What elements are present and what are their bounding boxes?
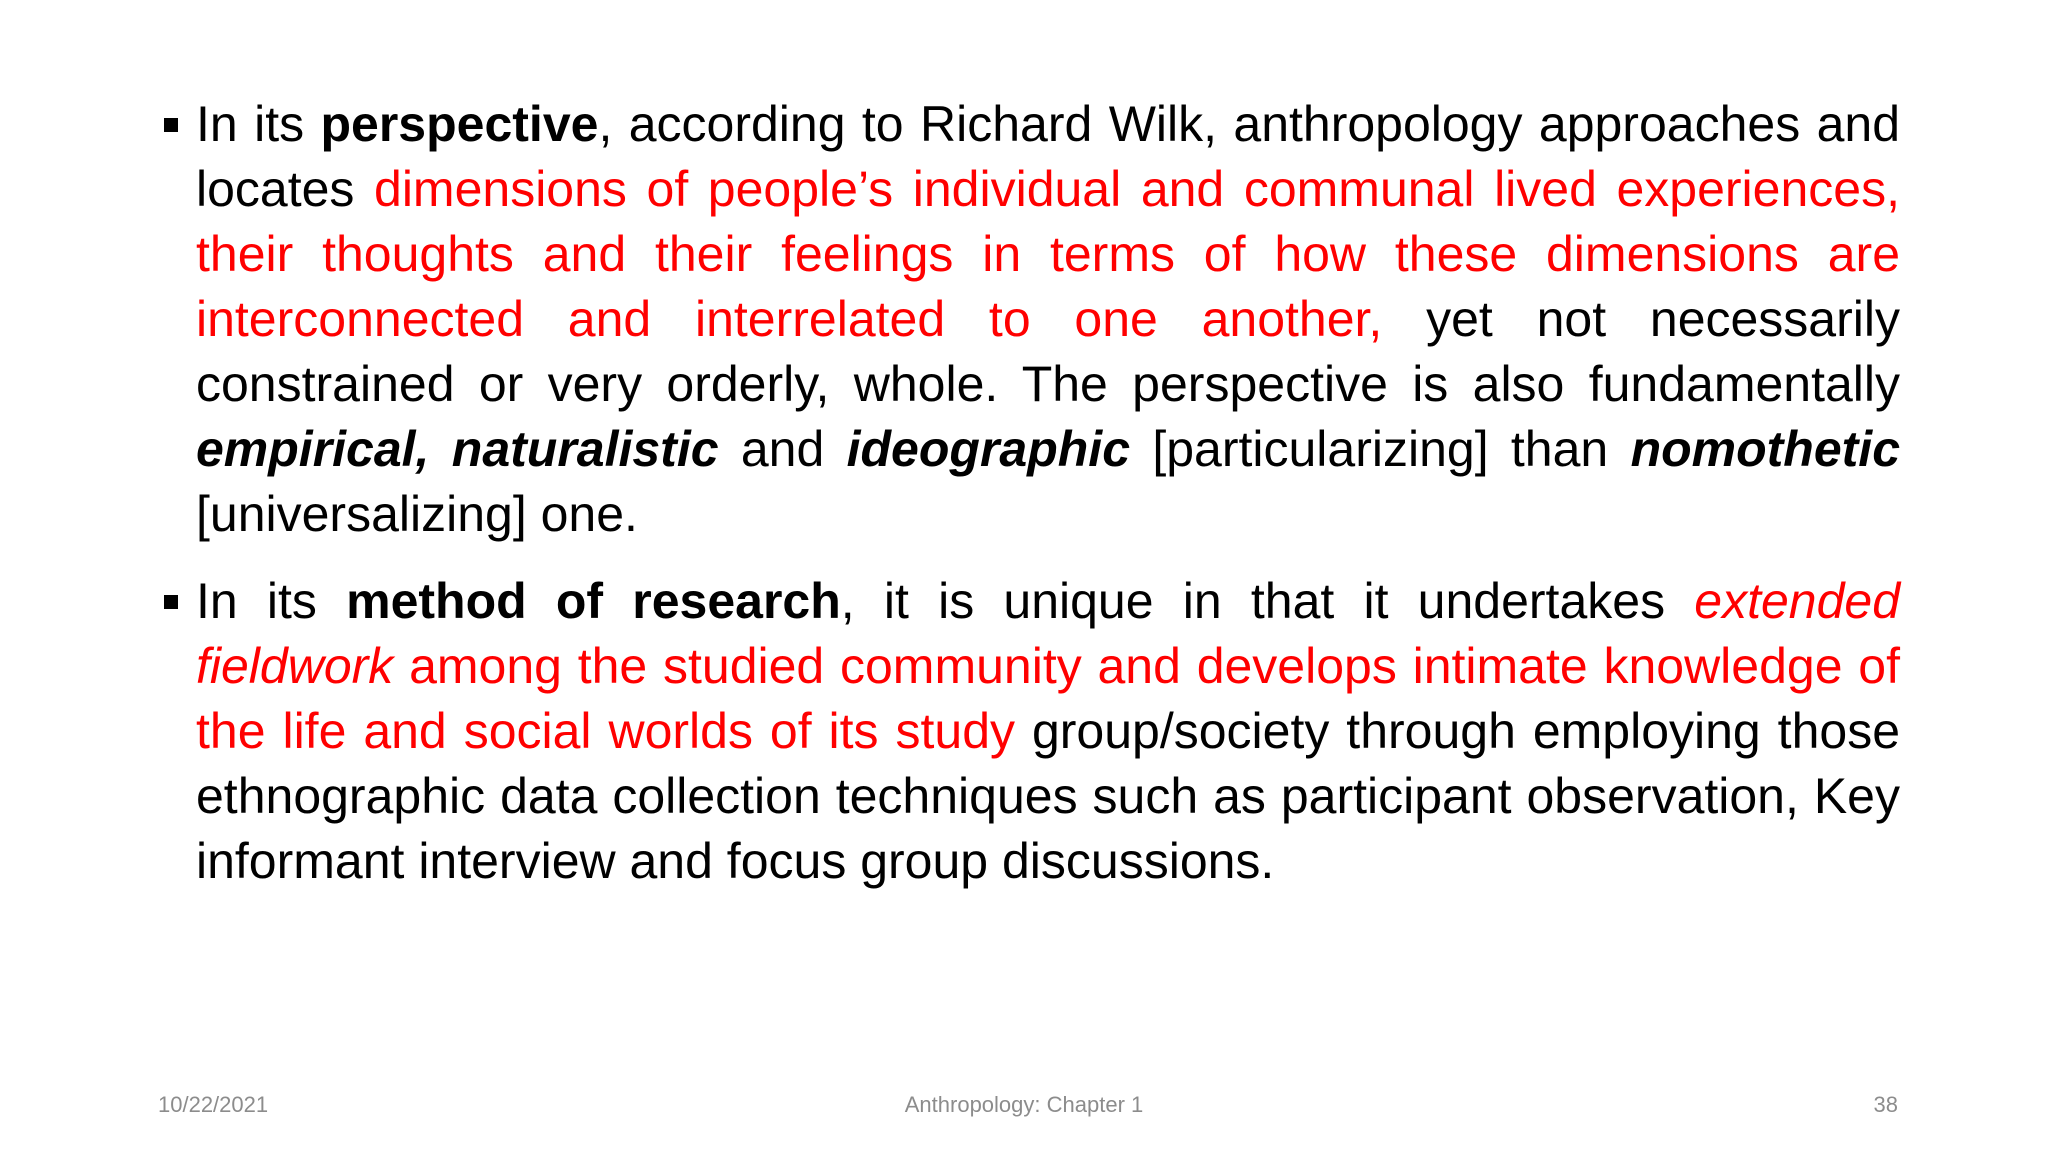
term-perspective: perspective [320,96,599,152]
slide-content [160,92,1900,916]
seg: , according to Richard Wilk, anthropology approaches and locates [196,96,1901,217]
highlight-intimate-knowledge: among the studied community and develops intimate knowledge of the life and social worlds of its study [196,638,1900,759]
highlight-dimensions: dimensions of people’s individual and communal lived experiences, their thoughts and their feelings in terms of how these dimensions are interconnected and interrelated to one another, [196,161,1900,347]
term-method-of-research: method of research [346,573,841,629]
term-ideographic: ideographic [846,421,1130,477]
seg: group/society through employing those ethnographic data collection techniques such as participant observation, Key informant interview and focus group discussions. [196,703,1900,889]
seg: , it is unique in that it undertakes [840,573,1695,629]
seg: [universalizing] one. [196,486,638,542]
footer-title: Anthropology: Chapter 1 [904,1092,1144,1117]
seg: In its [196,573,347,629]
seg: and [718,421,847,477]
footer-date: 10/22/2021 [158,1092,269,1117]
highlight-extended-fieldwork: extended fieldwork [196,573,1901,694]
square-bullet-icon [164,118,178,132]
seg: [particularizing] than [1130,421,1631,477]
footer-page-number: 38 [1873,1092,1898,1117]
square-bullet-icon [164,595,178,609]
bullet-perspective [160,92,1900,547]
term-nomothetic: nomothetic [1630,421,1900,477]
term-empirical-naturalistic: empirical, naturalistic [196,421,719,477]
seg: yet not necessarily constrained or very orderly, whole. The perspective is also fundamentally [196,291,1900,412]
bullet-method [160,569,1900,894]
seg: In its [196,96,321,152]
